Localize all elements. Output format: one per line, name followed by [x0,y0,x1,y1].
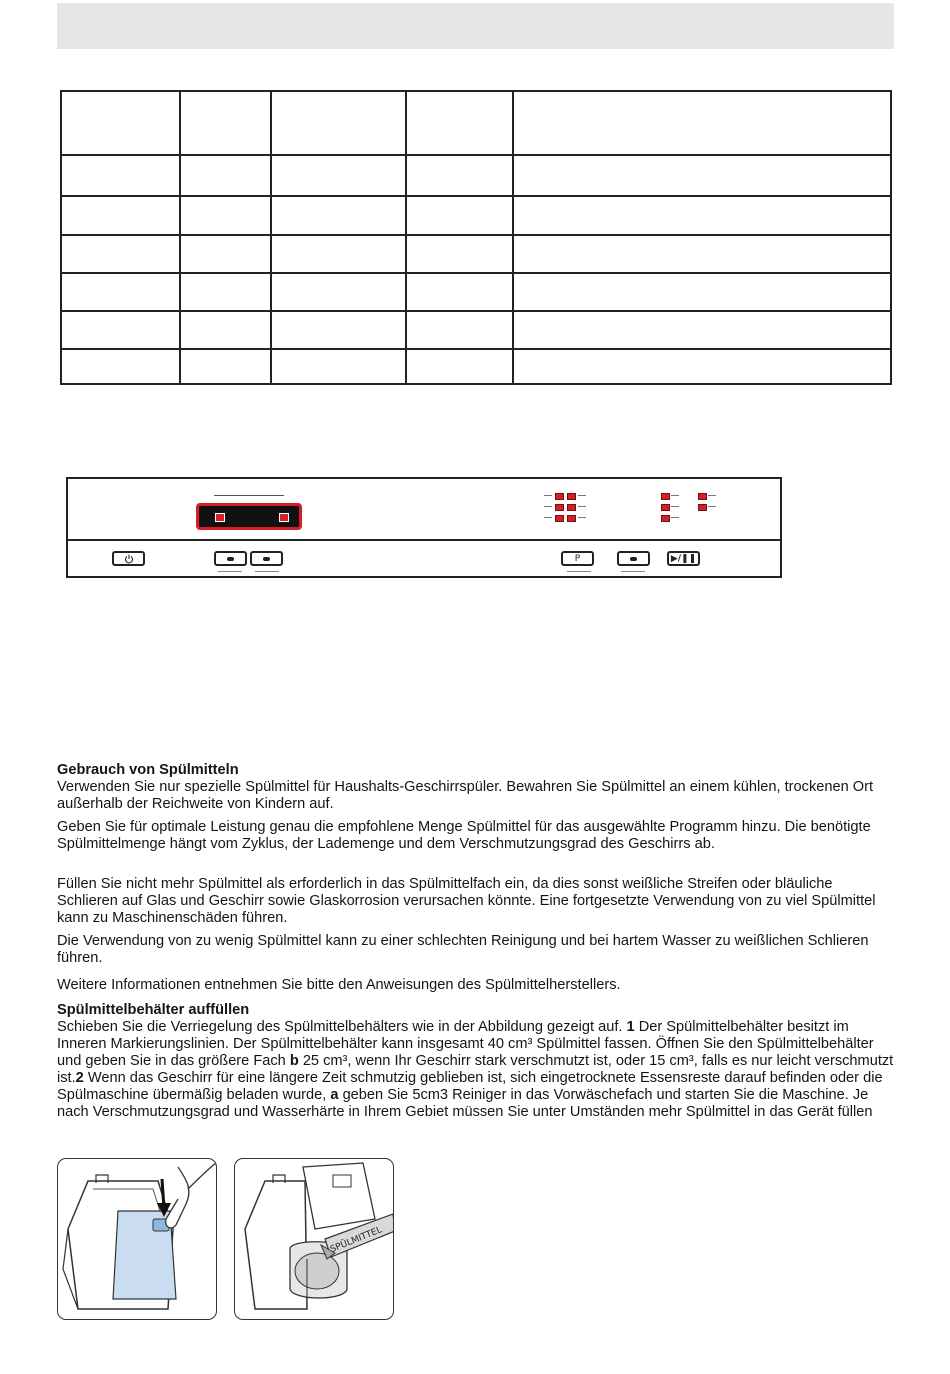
text-run: Der Spülmittelbehälter besitzt im Inneren Markierungslinien. Der Spülmittelbehälter kann insgesamt 40 cm³ Spülmittel fassen. Öffnen Sie den Spülmittelbehälter und geben Sie in das größere Fach [57,1019,874,1069]
indicator-led [698,493,707,500]
step-number: 2 [75,1070,84,1086]
option-led [661,504,670,511]
program-button-label: P [574,553,581,564]
button-underline [218,571,242,572]
button-pill-icon [263,557,270,561]
program-led [555,504,564,511]
program-led [567,504,576,511]
led-dash [671,517,679,518]
play-pause-icon: ▶/❚❚ [670,553,697,564]
program-button[interactable] [561,551,594,566]
paragraph-block [57,933,897,967]
option-button[interactable] [617,551,650,566]
section-heading: Spülmittelbehälter auffüllen [57,1002,250,1018]
dispenser-drawing [58,1159,217,1320]
led-dash [708,506,716,507]
paragraph [57,1019,897,1121]
led-dash [544,495,552,496]
led-dash [671,495,679,496]
section-heading: Gebrauch von Spülmitteln [57,762,239,778]
paragraph: Verwenden Sie nur spezielle Spülmittel für Haushalts-Geschirrspüler. Bewahren Sie Spülmittel an einem kühlen, trockenen Ort außerhalb der Reichweite von Kindern auf. [57,779,874,812]
power-button[interactable] [112,551,145,566]
button-underline [255,571,279,572]
table-row-divider [60,272,892,274]
text-run: geben Sie 5cm3 Reiniger in das Vorwäschefach und starten Sie die Maschine. Je nach Verschmutzungsgrad und Wasserhärte in Ihrem Gebiet müssen Sie unter Umständen mehr Spülmittel in das Gerät füllen [57,1087,873,1120]
display-plus-icon [279,513,289,522]
led-dash [578,517,586,518]
filling-drawing [235,1159,394,1320]
compartment-label: a [330,1087,339,1103]
illustration-open-dispenser [57,1158,217,1320]
packet-label: SPÜLMITTEL [329,1225,384,1256]
delay-minus-button[interactable] [214,551,247,566]
button-underline [567,571,591,572]
display-marker-line [214,495,284,496]
program-led [555,493,564,500]
led-dash [578,495,586,496]
header-bar [57,3,894,49]
display-window [196,503,302,530]
paragraph-block [57,819,897,853]
text-run: Schieben Sie die Verriegelung des Spülmittelbehälters wie in der Abbildung gezeigt auf. [57,1019,627,1035]
paragraph-block [57,977,897,994]
table-row-divider [60,348,892,350]
table-row-divider [60,310,892,312]
control-panel [66,477,782,578]
paragraph: Geben Sie für optimale Leistung genau die empfohlene Menge Spülmittel für das ausgewählte Programm hinzu. Die benötigte Spülmittelmenge hängt vom Zyklus, der Lademenge und dem Verschmutzungsgrad des Geschirrs ab. [57,819,871,852]
compartment-label: b [289,1053,299,1069]
program-led [567,515,576,522]
option-led [661,515,670,522]
table-row-divider [60,234,892,236]
button-pill-icon [630,557,637,561]
table-row-divider [60,195,892,197]
panel-divider [68,539,780,541]
paragraph-block [57,876,897,927]
step-number: 1 [626,1019,635,1035]
delay-plus-button[interactable] [250,551,283,566]
refill-section [57,1002,897,1121]
led-dash [578,506,586,507]
paragraph: Füllen Sie nicht mehr Spülmittel als erforderlich in das Spülmittelfach ein, da dies sonst weißliche Streifen oder bläuliche Schlieren auf Glas und Geschirr sowie Glaskorrosion verursachen könnte. Eine fortgesetzte Verwendung von zu viel Spülmittel kann zu Maschinenschäden führen. [57,876,876,926]
led-dash [544,517,552,518]
led-dash [544,506,552,507]
display-minus-icon [215,513,225,522]
led-dash [708,495,716,496]
power-icon [124,554,134,564]
paragraph: Die Verwendung von zu wenig Spülmittel kann zu einer schlechten Reinigung und bei hartem Wasser zu weißlichen Schlieren führen. [57,933,869,966]
led-dash [671,506,679,507]
paragraph: Weitere Informationen entnehmen Sie bitte den Anweisungen des Spülmittelherstellers. [57,977,621,993]
program-led [567,493,576,500]
text-run: 25 cm³, wenn Ihr Geschirr stark verschmutzt ist, oder 15 cm³, falls es nur leicht verschmutzt ist. [57,1053,894,1086]
option-led [661,493,670,500]
program-led [555,515,564,522]
table-column-divider [270,90,272,385]
illustration-filling-dispenser [234,1158,394,1320]
table-column-divider [512,90,514,385]
start-pause-button[interactable] [667,551,700,566]
table-row-divider [60,154,892,156]
detergent-section [57,762,897,813]
button-underline [621,571,645,572]
button-pill-icon [227,557,234,561]
table-column-divider [179,90,181,385]
table-frame [60,90,892,385]
program-table [60,90,892,385]
table-column-divider [405,90,407,385]
indicator-led [698,504,707,511]
text-run: Wenn das Geschirr für eine längere Zeit schmutzig geblieben ist, sich eingetrocknete Essensreste darauf befinden oder die Spülmaschine übermäßig beladen wurde, [57,1070,883,1103]
